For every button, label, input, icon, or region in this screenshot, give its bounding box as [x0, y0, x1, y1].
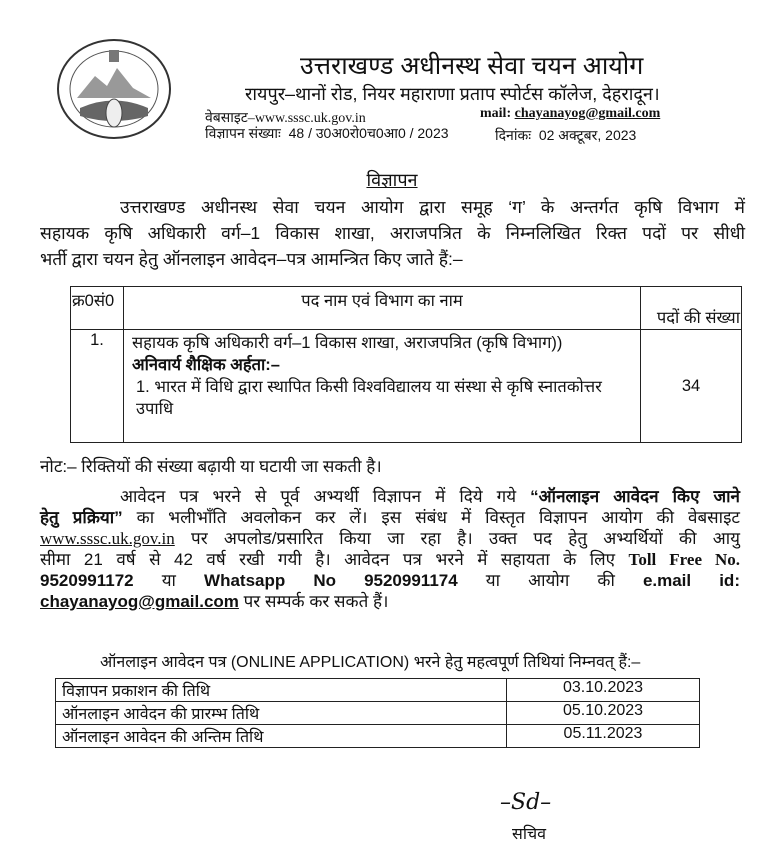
- post-table: [70, 286, 742, 443]
- heading-text: विज्ञापन: [366, 170, 418, 190]
- text-bold: हेतु प्रक्रिया”: [40, 508, 123, 527]
- website-link[interactable]: www.sssc.uk.gov.in: [254, 111, 366, 126]
- website-link[interactable]: www.sssc.uk.gov.in: [40, 529, 175, 548]
- table-row: [56, 679, 700, 702]
- table-row: [71, 330, 742, 443]
- date-value: 03.10.2023: [507, 679, 700, 702]
- text-bold: “ऑनलाइन आवेदन किए जाने: [530, 487, 740, 506]
- text: सीमा 21 वर्ष से 42 वर्ष रखी गयी है। आवेदन पत्र भरने में सहायता के लिए: [40, 550, 629, 569]
- col-post: पद नाम एवं विभाग का नाम: [124, 287, 641, 330]
- col-count: पदों की संख्या: [641, 287, 742, 330]
- mail-label: mail:: [480, 106, 512, 121]
- dates-table: [55, 678, 700, 748]
- date-value: 02 अक्टूबर, 2023: [538, 127, 637, 143]
- intro-line: उत्तराखण्ड अधीनस्थ सेवा चयन आयोग द्वारा समूह ‘ग’ के अन्तर्गत कृषि विभाग में: [120, 197, 745, 217]
- text: या आयोग की: [457, 571, 643, 590]
- date-label: दिनांकः: [495, 127, 532, 143]
- row-qualification-label: अनिवार्य शैक्षिक अर्हता:–: [132, 356, 280, 374]
- commission-seal-logo: [55, 38, 173, 140]
- toll-free-number: 9520991172: [40, 571, 134, 590]
- toll-free-label: Toll Free No.: [628, 550, 741, 569]
- org-name: उत्तराखण्ड अधीनस्थ सेवा चयन आयोग: [300, 52, 644, 80]
- heading: [0, 168, 784, 192]
- note: नोट:– रिक्तियों की संख्या बढ़ायी या घटायी जा सकती है।: [40, 457, 382, 476]
- whatsapp-number: Whatsapp No 9520991174: [204, 571, 458, 590]
- adv-number: [205, 124, 449, 143]
- row-sno: 1.: [71, 330, 124, 443]
- text: का भलीभाँति अवलोकन कर लें। इस संबंध में विस्तृत विज्ञापन आयोग की वेबसाइट: [122, 508, 740, 527]
- signatory-title: सचिव: [512, 826, 547, 843]
- row-qualification: 1. भारत में विधि द्वारा स्थापित किसी विश्वविद्यालय या संस्था से कृषि स्नातकोत्तर उपाधि: [136, 378, 602, 418]
- table-row: [56, 725, 700, 748]
- date-value: 05.10.2023: [507, 702, 700, 725]
- dates-intro: ऑनलाइन आवेदन पत्र (ONLINE APPLICATION) भरने हेतु महत्वपूर्ण तिथियां निम्नवत् हैं:–: [100, 654, 641, 671]
- mail-line: [480, 106, 660, 122]
- date-label: विज्ञापन प्रकाशन की तिथि: [56, 679, 507, 702]
- adv-number-value: 48 / उ0अ0रो0च0आ0 / 2023: [288, 125, 449, 141]
- adv-number-label: विज्ञापन संख्याः: [205, 125, 281, 141]
- mail-link[interactable]: chayanayog@gmail.com: [514, 106, 661, 121]
- text: आवेदन पत्र भरने से पूर्व अभ्यर्थी विज्ञापन में दिये गये: [120, 487, 531, 506]
- table-row: [56, 702, 700, 725]
- intro-line: भर्ती द्वारा चयन हेतु ऑनलाइन आवेदन–पत्र आमन्त्रित किए जाते हैं:–: [40, 249, 463, 269]
- signature: –Sd–: [500, 790, 552, 815]
- email-label: e.mail id:: [642, 571, 740, 590]
- intro-line: सहायक कृषि अधिकारी वर्ग–1 विकास शाखा, अराजपत्रित के निम्नलिखित रिक्त पदों पर सीधी: [40, 223, 745, 243]
- date-label: ऑनलाइन आवेदन की प्रारम्भ तिथि: [56, 702, 507, 725]
- row-post: सहायक कृषि अधिकारी वर्ग–1 विकास शाखा, अराजपत्रित (कृषि विभाग)): [132, 334, 563, 352]
- email-link[interactable]: chayanayog@gmail.com: [40, 592, 239, 611]
- text: पर सम्पर्क कर सकते हैं।: [238, 592, 389, 611]
- col-sno: क्र0सं0: [71, 287, 124, 330]
- intro-paragraph: [40, 194, 745, 272]
- text: या: [133, 571, 205, 590]
- table-header-row: [71, 287, 742, 330]
- date-label: ऑनलाइन आवेदन की अन्तिम तिथि: [56, 725, 507, 748]
- org-address: रायपुर–थानों रोड, नियर महाराणा प्रताप स्पोर्टस कॉलेज, देहरादून।: [245, 84, 660, 104]
- text: पर अपलोड/प्रसारित किया जा रहा है। उक्त पद हेतु अभ्यर्थियों की आयु: [174, 529, 740, 548]
- adv-date: [495, 126, 636, 145]
- row-count: 34: [641, 330, 742, 443]
- instructions-paragraph: [40, 486, 740, 612]
- website-label: वेबसाइट–: [205, 111, 255, 126]
- date-value: 05.11.2023: [507, 725, 700, 748]
